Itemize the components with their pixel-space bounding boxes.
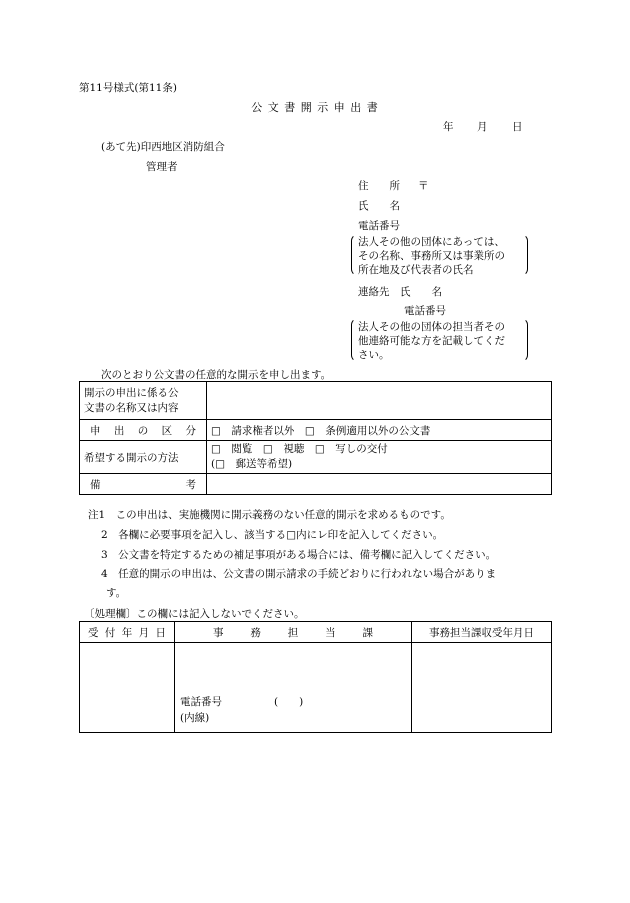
note-2: 2 各欄に必要事項を記入し、該当する□内にレ印を記入してください。 bbox=[101, 529, 444, 541]
contact-phone-label: 電話番号 bbox=[404, 305, 446, 317]
method-label: 希望する開示の方法 bbox=[80, 441, 207, 474]
date-day: 日 bbox=[512, 121, 523, 133]
phone-parens: ( ) bbox=[274, 696, 304, 708]
date-year: 年 bbox=[443, 121, 454, 133]
processing-header-row bbox=[80, 622, 552, 643]
extension-label: (内線) bbox=[180, 712, 210, 724]
method-row bbox=[80, 441, 552, 474]
address-label: 住 所 bbox=[358, 180, 400, 192]
contact-note: 法人その他の団体の担当者その 他連絡可能な方を記載してくだ さい。 bbox=[358, 321, 505, 361]
phone-label: 電話番号 bbox=[358, 220, 400, 232]
administrator-label: 管理者 bbox=[146, 161, 178, 173]
note-4: 4 任意的開示の申出は、公文書の開示請求の手続どおりに行われない場合がありま bbox=[101, 568, 497, 580]
category-options[interactable]: □ 請求権者以外 □ 条例適用以外の公文書 bbox=[207, 420, 552, 441]
note-3: 3 公文書を特定するための補足事項がある場合には、備考欄に記入してください。 bbox=[101, 549, 497, 561]
received-date-header: 受 付 年 月 日 bbox=[80, 622, 175, 643]
processing-body-row bbox=[80, 643, 552, 733]
category-label: 申 出 の 区 分 bbox=[80, 420, 207, 441]
document-name-field[interactable] bbox=[207, 382, 552, 420]
name-label: 氏 名 bbox=[358, 200, 400, 212]
processing-header: 〔処理欄〕この欄には記入しないでください。 bbox=[84, 608, 305, 620]
contact-name-label: 連絡先 氏 名 bbox=[358, 286, 442, 298]
department-received-date-header: 事務担当課収受年月日 bbox=[412, 622, 552, 643]
remarks-field[interactable] bbox=[207, 474, 552, 495]
document-name-label: 開示の申出に係る公 文書の名称又は内容 bbox=[80, 382, 207, 420]
intro-text: 次のとおり公文書の任意的な開示を申し出ます。 bbox=[101, 369, 332, 381]
document-name-row bbox=[80, 382, 552, 420]
department-cell bbox=[175, 643, 412, 733]
note-4-continued: す。 bbox=[106, 587, 127, 599]
received-date-cell bbox=[80, 643, 175, 733]
method-options[interactable]: □ 閲覧 □ 視聴 □ 写しの交付 (□ 郵送等希望) bbox=[207, 441, 552, 474]
date-month: 月 bbox=[477, 121, 488, 133]
remarks-row bbox=[80, 474, 552, 495]
note-1: 注1 この申出は、実施機関に開示義務のない任意的開示を求めるものです。 bbox=[88, 509, 451, 521]
processing-table bbox=[79, 621, 552, 733]
phone-number-label: 電話番号 bbox=[180, 696, 222, 708]
remarks-label: 備 考 bbox=[80, 474, 207, 495]
department-received-date-cell bbox=[412, 643, 552, 733]
category-row bbox=[80, 420, 552, 441]
corp-note: 法人その他の団体にあっては、 その名称、事務所又は事業所の 所在地及び代表者の氏名 bbox=[358, 236, 505, 276]
form-number: 第11号様式(第11条) bbox=[79, 82, 177, 94]
department-header: 事 務 担 当 課 bbox=[175, 622, 412, 643]
postal-mark: 〒 bbox=[418, 180, 429, 192]
application-table bbox=[79, 381, 552, 495]
addressee: (あて先)印西地区消防組合 bbox=[101, 141, 225, 153]
document-title: 公 文 書 開 示 申 出 書 bbox=[251, 101, 379, 114]
